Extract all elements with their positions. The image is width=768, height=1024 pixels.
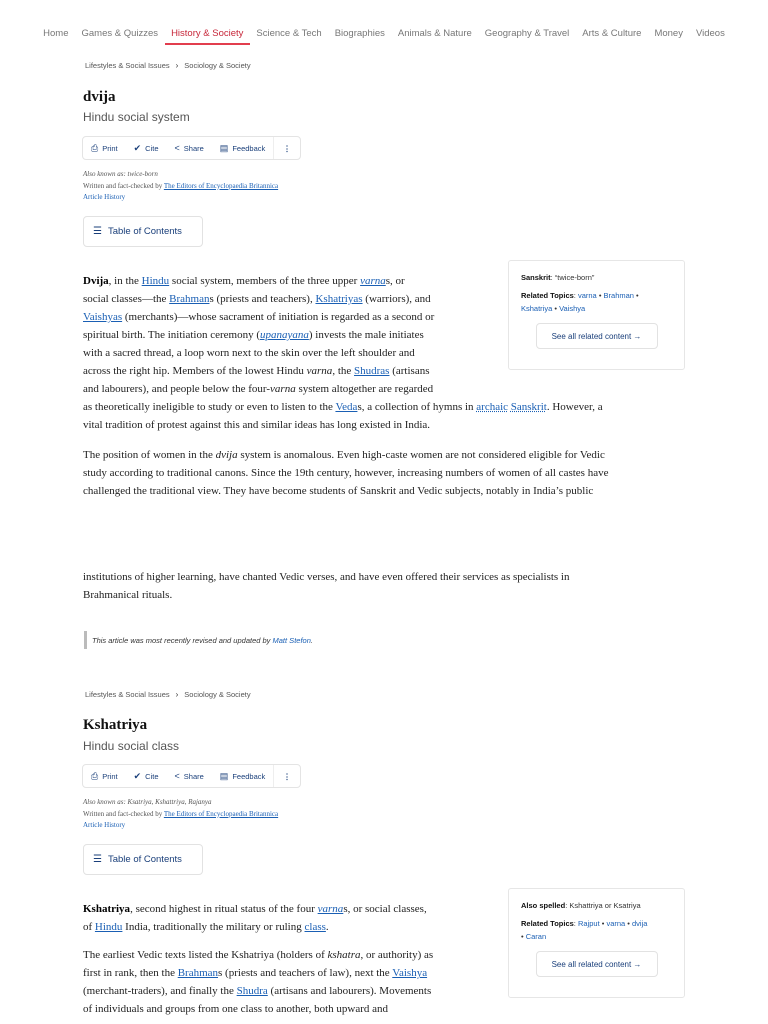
- toc-label: Table of Contents: [107, 226, 182, 237]
- chevron-right-icon: ›: [175, 61, 179, 70]
- text: s (priests and teachers),: [209, 293, 316, 305]
- hindu-link[interactable]: Hindu: [141, 275, 170, 287]
- vaishya-link[interactable]: Vaishya: [392, 967, 428, 979]
- text: spiritual birth. The initiation ceremony (: [83, 329, 260, 341]
- text-italic: dvija: [215, 449, 238, 461]
- related-topics-label: Related Topics: [521, 291, 574, 300]
- more-options-button[interactable]: ⋮: [273, 137, 300, 159]
- list-icon: ☰: [93, 226, 102, 237]
- text: of: [83, 921, 95, 933]
- text: of individuals and groups from one class to another, both upward and: [83, 1003, 389, 1015]
- article-meta: [83, 169, 278, 204]
- text: s (priests and teachers of law), next the: [218, 967, 393, 979]
- share-label: Share: [183, 771, 204, 781]
- breadcrumb: [85, 61, 251, 70]
- veda-link[interactable]: Veda: [335, 401, 358, 413]
- text-italic: kshatra: [327, 949, 361, 961]
- feedback-button[interactable]: [212, 137, 273, 159]
- revision-suffix: .: [310, 635, 313, 645]
- printer-icon: ⎙: [91, 142, 99, 153]
- aka-label: Also known as:: [83, 170, 126, 178]
- check-badge-icon: ✔: [133, 770, 142, 781]
- print-label: Print: [102, 143, 118, 153]
- share-button[interactable]: [167, 137, 212, 159]
- sanskrit-label: Sanskrit: [521, 273, 551, 282]
- vaishyas-link[interactable]: Vaishyas: [83, 311, 123, 323]
- aka-label: Also known as:: [83, 798, 126, 806]
- page-title: dvija: [83, 89, 116, 105]
- text: India, traditionally the military or ruling: [122, 921, 305, 933]
- hindu-link[interactable]: Hindu: [94, 921, 123, 933]
- shudra-link[interactable]: Shudra: [236, 985, 268, 997]
- text: institutions of higher learning, have chanted Vedic verses, and have even offered their services as specialists in: [83, 571, 570, 583]
- text: (artisans and labourers). Movements: [267, 985, 432, 997]
- feedback-icon: ▤: [219, 770, 229, 781]
- text: The position of women in the: [83, 449, 216, 461]
- breadcrumb-item[interactable]: Lifestyles & Social Issues: [85, 690, 170, 699]
- nav-item-games-quizzes[interactable]: Games & Quizzes: [81, 28, 159, 39]
- article-paragraph: [83, 398, 693, 434]
- text: s, or social classes,: [343, 903, 427, 915]
- text: first in rank, then the: [83, 967, 178, 979]
- more-options-button[interactable]: ⋮: [273, 765, 300, 787]
- nav-item-home[interactable]: Home: [43, 28, 69, 39]
- also-spelled-value: : Kshattriya or Ksatriya: [565, 901, 641, 910]
- text: study according to traditional canons. Since the 19th century, however, increasing numbers of women of all castes have: [83, 467, 609, 479]
- article-history-link[interactable]: Article History: [83, 193, 126, 201]
- text: Brahmanical rituals.: [83, 589, 173, 601]
- check-badge-icon: ✔: [133, 142, 142, 153]
- nav-item-arts-culture[interactable]: Arts & Culture: [582, 28, 642, 39]
- upanayana-link[interactable]: upanayana: [259, 329, 309, 341]
- nav-item-geography-travel[interactable]: Geography & Travel: [484, 28, 570, 39]
- related-topic-link[interactable]: Brahman: [603, 291, 634, 300]
- text: , in the: [108, 275, 142, 287]
- see-all-related-button[interactable]: See all related content →: [536, 951, 658, 977]
- editors-link[interactable]: The Editors of Encyclopaedia Britannica: [163, 809, 279, 818]
- text: , second highest in ritual status of the four: [130, 903, 318, 915]
- see-all-related-button[interactable]: See all related content →: [536, 323, 658, 349]
- page-subtitle: Hindu social system: [83, 110, 190, 124]
- table-of-contents-button[interactable]: [83, 216, 203, 247]
- text: (artisans: [389, 365, 430, 377]
- top-navigation: [0, 28, 768, 45]
- nav-item-science-tech[interactable]: Science & Tech: [256, 28, 322, 39]
- also-spelled-label: Also spelled: [521, 901, 566, 910]
- text: (warriors), and: [362, 293, 431, 305]
- page-subtitle: Hindu social class: [83, 739, 180, 753]
- text: , or authority) as: [360, 949, 434, 961]
- breadcrumb-item[interactable]: Lifestyles & Social Issues: [85, 61, 170, 70]
- kshatriyas-link[interactable]: Kshatriyas: [315, 293, 363, 305]
- article-meta: [83, 797, 278, 832]
- text-italic: varna: [270, 383, 296, 395]
- editors-link[interactable]: The Editors of Encyclopaedia Britannica: [163, 181, 279, 190]
- text: and labourers), and people below the four-: [83, 383, 271, 395]
- list-icon: ☰: [93, 854, 102, 865]
- text: challenged the traditional view. They have become students of Sanskrit and Vedic subjects, notably in India’s public: [83, 485, 594, 497]
- class-link[interactable]: class: [304, 921, 326, 933]
- nav-item-money[interactable]: Money: [654, 28, 683, 39]
- text: . However, a: [546, 401, 603, 413]
- article-paragraph: [83, 946, 503, 1018]
- varna-link[interactable]: varna: [317, 903, 344, 915]
- text: The earliest Vedic texts listed the Kshatriya (holders of: [83, 949, 328, 961]
- varna-link[interactable]: varna: [360, 275, 386, 287]
- share-label: Share: [183, 143, 204, 153]
- text: (merchant-traders), and finally the: [83, 985, 237, 997]
- share-icon: <: [174, 143, 180, 153]
- term-bold: Dvija: [83, 275, 109, 287]
- article-toolbar: [82, 136, 301, 160]
- related-topics-label: Related Topics: [521, 919, 574, 928]
- aka-value: Ksatriya, Kshattriya, Rajanya: [127, 798, 212, 806]
- related-info-box: Also spelled: Kshattriya or Ksatriya Related Topics: Rajput • varna • dvija • Caran See all related content →: [508, 888, 685, 998]
- cite-button[interactable]: [126, 137, 167, 159]
- aka-value: twice-born: [127, 170, 158, 178]
- cite-button[interactable]: [126, 765, 167, 787]
- article-paragraph: [83, 272, 503, 398]
- article-paragraph: [83, 568, 693, 604]
- text: as theoretically ineligible to study or even to listen to the: [83, 401, 336, 413]
- text: system altogether are regarded: [295, 383, 434, 395]
- nav-item-animals-nature[interactable]: Animals & Nature: [397, 28, 472, 39]
- term-bold: Kshatriya: [83, 903, 131, 915]
- text: s, a collection of hymns in: [357, 401, 477, 413]
- written-by-label: Written and fact-checked by: [83, 181, 163, 190]
- share-icon: <: [174, 771, 180, 781]
- nav-item-videos[interactable]: Videos: [695, 28, 725, 39]
- table-of-contents-button[interactable]: [83, 844, 203, 875]
- text: with a sacred thread, a loop worn next to the skin over the left shoulder and: [83, 347, 415, 359]
- article-paragraph: [83, 900, 503, 936]
- related-topic-link[interactable]: Caran: [525, 932, 547, 941]
- article-paragraph: [83, 446, 693, 500]
- revision-prefix: This article was most recently revised and updated by: [92, 635, 271, 645]
- cite-label: Cite: [145, 143, 159, 153]
- revision-note: [84, 631, 313, 649]
- share-button[interactable]: [167, 765, 212, 787]
- archaic-link[interactable]: archaic: [476, 401, 509, 413]
- text: across the right hip. Members of the lowest Hindu: [83, 365, 307, 377]
- text: social system, members of the three upper: [169, 275, 361, 287]
- text: ) invests the male initiates: [308, 329, 424, 341]
- related-topic-link[interactable]: dvija: [632, 919, 648, 928]
- related-topic-link[interactable]: Rajput: [577, 919, 600, 928]
- related-topic-link[interactable]: varna: [606, 919, 626, 928]
- text: system is anomalous. Even high-caste women are not considered eligible for Vedic: [237, 449, 605, 461]
- written-by-label: Written and fact-checked by: [83, 809, 163, 818]
- brahman-link[interactable]: Brahman: [169, 293, 210, 305]
- feedback-button[interactable]: [212, 765, 273, 787]
- text: s, or: [385, 275, 405, 287]
- page-title: Kshatriya: [83, 717, 148, 733]
- sanskrit-link[interactable]: Sanskrit: [510, 401, 547, 413]
- toc-label: Table of Contents: [107, 854, 182, 865]
- print-button[interactable]: [83, 765, 126, 787]
- breadcrumb-item[interactable]: Sociology & Society: [184, 690, 251, 699]
- revision-author-link[interactable]: Matt Stefon: [272, 635, 311, 645]
- article-toolbar: [82, 764, 301, 788]
- nav-item-history-society[interactable]: History & Society: [165, 28, 250, 45]
- printer-icon: ⎙: [91, 770, 99, 781]
- nav-item-biographies[interactable]: Biographies: [334, 28, 385, 39]
- article-history-link[interactable]: Article History: [83, 821, 126, 829]
- chevron-right-icon: ›: [175, 690, 179, 699]
- related-info-box: Sanskrit: “twice-born” Related Topics: varna • Brahman • Kshatriya • Vaishya See all related content →: [508, 260, 685, 370]
- text: , the: [332, 365, 355, 377]
- text-italic: varna: [306, 365, 333, 377]
- text: social classes—the: [83, 293, 170, 305]
- brahman-link[interactable]: Brahman: [177, 967, 219, 979]
- related-topic-link[interactable]: Kshatriya: [521, 304, 553, 313]
- related-topic-link[interactable]: varna: [577, 291, 597, 300]
- breadcrumb: [85, 690, 251, 699]
- print-button[interactable]: [83, 137, 126, 159]
- feedback-icon: ▤: [219, 142, 229, 153]
- feedback-label: Feedback: [232, 771, 266, 781]
- feedback-label: Feedback: [232, 143, 266, 153]
- text: .: [325, 921, 329, 933]
- breadcrumb-item[interactable]: Sociology & Society: [184, 61, 251, 70]
- shudras-link[interactable]: Shudras: [354, 365, 390, 377]
- sanskrit-value: : “twice-born”: [550, 273, 595, 282]
- text: (merchants)—whose sacrament of initiation is regarded as a second or: [122, 311, 435, 323]
- related-topic-link[interactable]: Vaishya: [559, 304, 586, 313]
- cite-label: Cite: [145, 771, 159, 781]
- text: vital tradition of protest against this and similar ideas has long existed in India.: [83, 419, 431, 431]
- print-label: Print: [102, 771, 118, 781]
